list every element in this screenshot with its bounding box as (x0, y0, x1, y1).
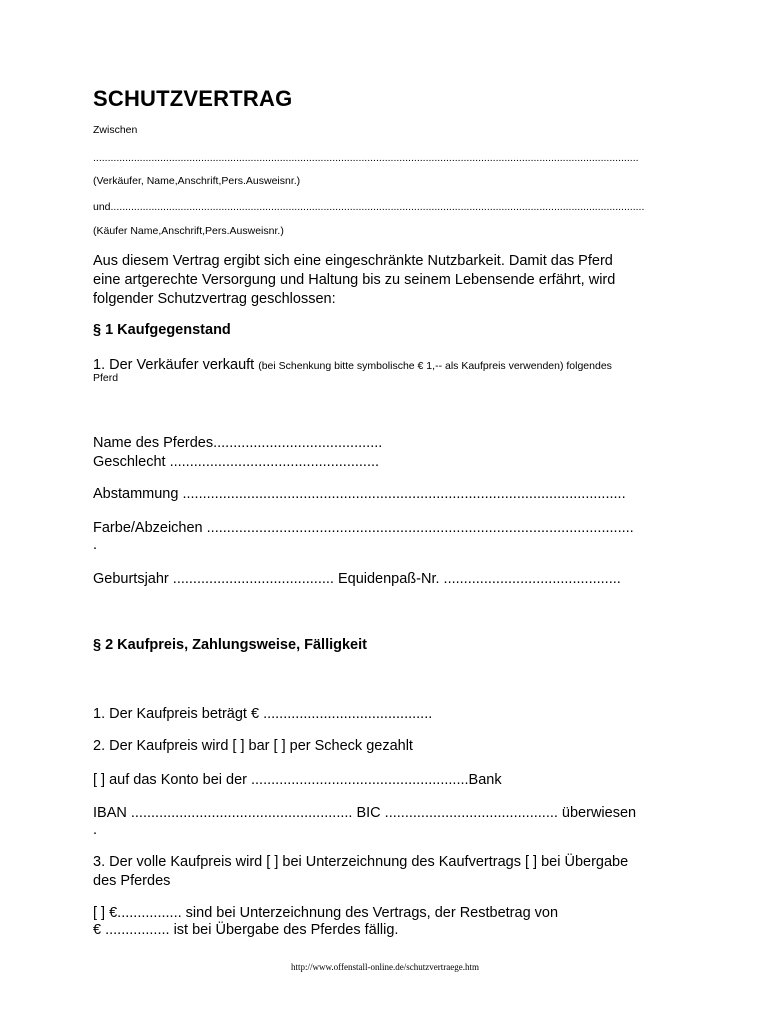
horse-color-field: Farbe/Abzeichen .......................................................................................................... (93, 520, 634, 536)
iban-bic-line-cont: . (93, 822, 98, 838)
document-title: SCHUTZVERTRAG (93, 86, 293, 111)
intro-line-3: folgender Schutzvertrag geschlossen: (93, 291, 336, 307)
item1-main-text: 1. Der Verkäufer verkauft (93, 357, 259, 373)
partial-payment-line-2: € ................ ist bei Übergabe des Pferdes fällig. (93, 922, 399, 938)
buyer-label: (Käufer Name,Anschrift,Pers.Ausweisnr.) (93, 225, 284, 237)
horse-color-field-cont: . (93, 537, 98, 553)
partial-payment-line-1: [ ] €................ sind bei Unterzeichnung des Vertrags, der Restbetrag von (93, 905, 559, 921)
intro-line-2: eine artgerechte Versorgung und Haltung bis zu seinem Lebensende erfährt, wird (93, 272, 616, 288)
payment-method-line: 2. Der Kaufpreis wird [ ] bar [ ] per Scheck gezahlt (93, 738, 413, 754)
full-price-line-1: 3. Der volle Kaufpreis wird [ ] bei Unterzeichnung des Kaufvertrags [ ] bei Übergabe (93, 854, 629, 870)
item1-note: (bei Schenkung bitte symbolische € 1,-- als Kaufpreis verwenden) folgendes (258, 360, 612, 372)
section1-heading: § 1 Kaufgegenstand (93, 322, 231, 338)
seller-label: (Verkäufer, Name,Anschrift,Pers.Ausweisnr.) (93, 175, 301, 187)
section1-item1 (93, 356, 612, 375)
und-fill-line: und....................................................................................................................................................................................... (93, 201, 645, 213)
seller-fill-line: ........................................................................................................................................................................................... (93, 152, 639, 164)
horse-lineage-field: Abstammung .............................................................................................................. (93, 486, 626, 502)
bank-account-line: [ ] auf das Konto bei der ......................................................Bank (93, 772, 502, 788)
section2-heading: § 2 Kaufpreis, Zahlungsweise, Fälligkeit (93, 637, 367, 653)
full-price-line-2: des Pferdes (93, 873, 171, 889)
item1-note-line2: Pferd (93, 372, 119, 384)
horse-name-field: Name des Pferdes.......................................... (93, 435, 383, 451)
price-line: 1. Der Kaufpreis beträgt € .......................................... (93, 706, 433, 722)
intro-line-1: Aus diesem Vertrag ergibt sich eine eingeschränkte Nutzbarkeit. Damit das Pferd (93, 253, 613, 269)
footer-url: http://www.offenstall-online.de/schutzvertraege.htm (291, 962, 479, 972)
horse-birth-passport-field: Geburtsjahr ........................................ Equidenpaß-Nr. ............................................ (93, 571, 621, 587)
horse-sex-field: Geschlecht .................................................... (93, 454, 380, 470)
zwischen-label: Zwischen (93, 124, 138, 136)
iban-bic-line: IBAN ....................................................... BIC ........................................... überwiesen (93, 805, 637, 821)
